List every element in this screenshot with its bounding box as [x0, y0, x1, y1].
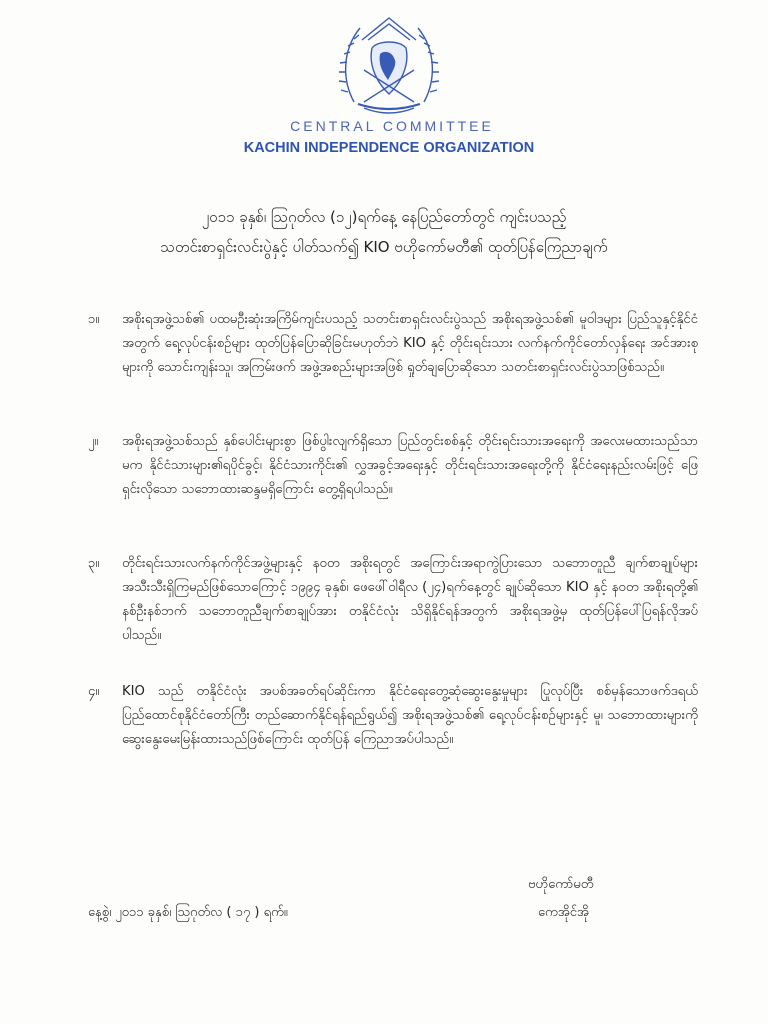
paragraph-text: အစိုးရအဖွဲ့သစ်၏ ပထမဦးဆုံးအကြိမ်ကျင်းပသည့် သတင်းစာရှင်းလင်းပွဲသည် အစိုးရအဖွဲ့သစ်၏ မူဝါဒများ ပြည်သူနှင့်နိုင်ငံအတွက် ရေ့လုပ်ငန်းစဉ်များ ထုတ်ပြန်ပြောဆိုခြင်းမဟုတ်ဘဲ KIO နှင့် တိုင်းရင်းသား လက်နက်ကိုင်တော်လှန်ရေး အင်အားစုများကို သောင်းကျန်းသူ၊ အကြမ်းဖက် အဖွဲ့အစည်းများအဖြစ် ရှုတ်ချပြောဆိုသော သတင်းစာရှင်းလင်းပွဲသာဖြစ်သည်။ — [122, 312, 698, 375]
paragraph-1 — [88, 308, 698, 380]
title-line-2: သတင်းစာရှင်းလင်းပွဲနှင့် ပါတ်သက်၍ KIO ဗဟိုကော်မတီ၏ ထုတ်ပြန်ကြေညာချက် — [160, 238, 608, 256]
paragraph-3 — [88, 552, 698, 648]
title-line-1: ၂၀၁၁ ခုနှစ်၊ ဩဂုတ်လ (၁၂)ရက်နေ့ နေပြည်တော်တွင် ကျင်းပသည့် — [201, 208, 567, 226]
paragraph-4 — [88, 680, 698, 752]
paragraph-text: အစိုးရအဖွဲ့သစ်သည် နှစ်ပေါင်းများစွာ ဖြစ်ပွါးလျက်ရှိသော ပြည်တွင်းစစ်နှင့် တိုင်းရင်းသားအရေးကို အလေးမထားသည်သာမက နိုင်ငံသားများ၏ရပိုင်ခွင့်၊ နိုင်ငံသားကိုင်း၏ လွှအခွင့်အရေးနှင့် တိုင်းရင်းသားအရေးတို့ကို နိုင်ငံရေးနည်းလမ်းဖြင့် ဖြေရှင်းလိုသော သဘောထားဆန္ဒမရှိကြောင်း တွေ့ရှိရပါသည်။ — [122, 434, 698, 497]
document-title — [60, 202, 708, 262]
paragraph-number: ၂။ — [88, 434, 99, 449]
paragraph-number: ၃။ — [88, 556, 100, 571]
signature-name: ကေအိုင်အို — [538, 905, 589, 920]
paragraph-text: KIO သည် တနိုင်ငံလုံး အပစ်အခတ်ရပ်ဆိုင်းကာ နိုင်ငံရေးတွေ့ဆုံဆွေးနွေးမှုများ ပြုလုပ်ပြီး စစ်မှန်သောဖက်ဒရယ်ပြည်ထောင်စုနိုင်ငံတော်ကြီး တည်ဆောက်နိုင်ရန်ရည်ရွယ်၍ အစိုးရအဖွဲ့သစ်၏ ရေ့လုပ်ငန်းစဉ်များနှင့် မူ၊ သဘောထားများကို ဆွေးနွေးမေးမြန်းထားသည်ဖြစ်ကြောင်း ထုတ်ပြန် ကြေညာအပ်ပါသည်။ — [122, 684, 698, 747]
org-subtitle: CENTRAL COMMITTEE — [290, 118, 494, 134]
org-name: KACHIN INDEPENDENCE ORGANIZATION — [243, 140, 535, 156]
paragraph-2 — [88, 430, 698, 502]
signature-title: ဗဟိုကော်မတီ — [528, 877, 594, 892]
paragraph-text: တိုင်းရင်းသားလက်နက်ကိုင်အဖွဲ့များနှင့် နဝတ အစိုးရတွင် အကြောင်းအရာကွဲပြားသော သဘောတူညီ ချက်စာချုပ်များ အသီးသီးရှိကြမည်ဖြစ်သောကြောင့် ၁၉၉၄ ခုနှစ်၊ ဖေဖေါ်ဝါရီလ (၂၄)ရက်နေ့တွင် ချုပ်ဆိုသော KIO နှင့် နဝတ အစိုးရတို့၏ နစ်ဦးနစ်ဘက် သဘောတူညီချက်စာချုပ်အား တနိုင်ငံလုံး သိရှိနိုင်ရန်အတွက် အစိုးရအဖွဲ့မှ ထုတ်ပြန်ပေါ်ပြရန်လိုအပ်ပါသည်။ — [122, 556, 698, 643]
paragraph-number: ၄။ — [88, 684, 100, 699]
date-line: နေ့စွဲ၊ ၂၀၁၁ ခုနှစ်၊ ဩဂုတ်လ ( ၁၇ ) ရက်။ — [88, 905, 288, 920]
kio-emblem-icon — [334, 10, 444, 120]
paragraph-number: ၁။ — [88, 312, 100, 327]
